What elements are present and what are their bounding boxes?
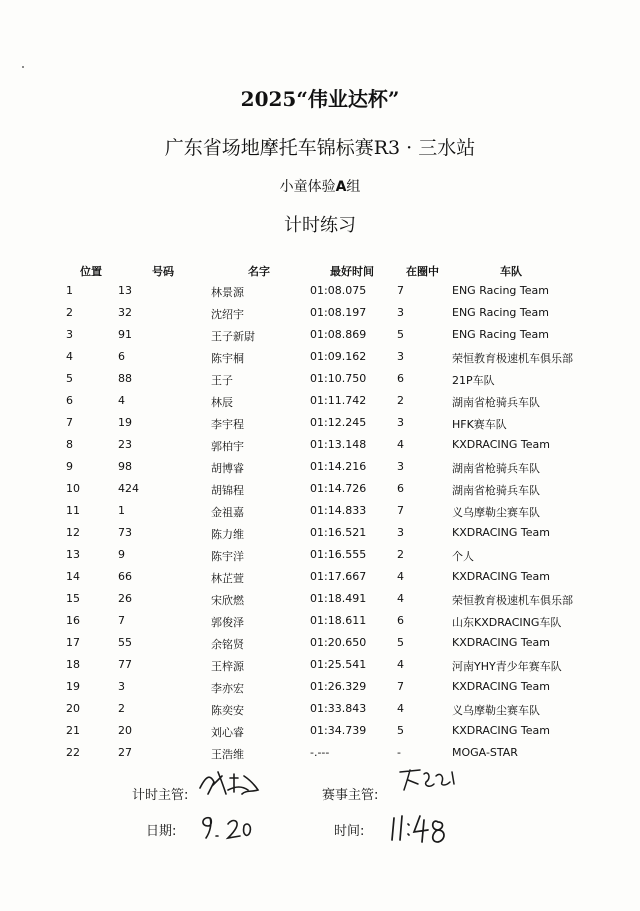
cell-team: KXDRACING Team — [452, 526, 550, 539]
column-header-pos: 位置 — [80, 265, 102, 278]
cell-pos: 8 — [66, 438, 73, 451]
cell-pos: 16 — [66, 614, 80, 627]
cell-in-lap: 3 — [397, 416, 404, 429]
cell-number: 3 — [118, 680, 125, 693]
cell-team: ENG Racing Team — [452, 328, 549, 341]
cell-name: 陈宇桐 — [211, 352, 244, 365]
cell-name: 王子新尉 — [211, 330, 255, 343]
cell-in-lap: 5 — [397, 636, 404, 649]
table-row — [0, 368, 640, 390]
cell-in-lap: 5 — [397, 724, 404, 737]
cell-in-lap: 3 — [397, 306, 404, 319]
cell-name: 胡锦程 — [211, 484, 244, 497]
cell-pos: 11 — [66, 504, 80, 517]
cell-name: 李亦宏 — [211, 682, 244, 695]
event-year-title: 2025“伟业达杯” — [240, 87, 400, 111]
table-row — [0, 632, 640, 654]
cell-team: 个人 — [452, 550, 474, 563]
cell-team: 山东KXDRACING车队 — [452, 616, 562, 629]
cell-best-time: 01:08.869 — [310, 328, 367, 341]
date-label: 日期: — [146, 824, 177, 839]
cell-team: KXDRACING Team — [452, 636, 550, 649]
cell-in-lap: 3 — [397, 350, 404, 363]
cell-team: ENG Racing Team — [452, 284, 549, 297]
cell-name: 刘心睿 — [211, 726, 244, 739]
class-letter: A — [335, 179, 347, 195]
column-header-best-time: 最好时间 — [330, 265, 374, 278]
cell-in-lap: 4 — [397, 702, 404, 715]
cell-pos: 13 — [66, 548, 80, 561]
cell-in-lap: 4 — [397, 570, 404, 583]
cell-number: 77 — [118, 658, 132, 671]
race-director-signature-image — [394, 764, 464, 794]
cell-pos: 22 — [66, 746, 80, 759]
results-table — [0, 280, 640, 764]
cell-in-lap: 7 — [397, 284, 404, 297]
cell-name: 胡博睿 — [211, 462, 244, 475]
cell-name: 金祖嘉 — [211, 506, 244, 519]
table-row — [0, 346, 640, 368]
cell-number: 1 — [118, 504, 125, 517]
cell-best-time: 01:25.541 — [310, 658, 367, 671]
cell-in-lap: 3 — [397, 526, 404, 539]
column-header-team: 车队 — [500, 265, 522, 278]
cell-name: 王浩维 — [211, 748, 244, 761]
cell-best-time: 01:16.521 — [310, 526, 367, 539]
cell-number: 98 — [118, 460, 132, 473]
cell-in-lap: 7 — [397, 504, 404, 517]
cell-number: 32 — [118, 306, 132, 319]
cell-team: HFK赛车队 — [452, 418, 507, 431]
cell-name: 陈力维 — [211, 528, 244, 541]
cell-name: 陈奕安 — [211, 704, 244, 717]
cell-in-lap: 6 — [397, 614, 404, 627]
cell-pos: 5 — [66, 372, 73, 385]
cell-pos: 2 — [66, 306, 73, 319]
time-label: 时间: — [334, 824, 365, 839]
class-suffix: 组 — [346, 179, 361, 195]
table-row — [0, 566, 640, 588]
table-row — [0, 456, 640, 478]
cell-number: 2 — [118, 702, 125, 715]
cell-best-time: 01:08.075 — [310, 284, 367, 297]
cell-pos: 12 — [66, 526, 80, 539]
cell-best-time: 01:17.667 — [310, 570, 367, 583]
cell-name: 沈绍宇 — [211, 308, 244, 321]
cell-team: KXDRACING Team — [452, 724, 550, 737]
table-row — [0, 434, 640, 456]
cell-best-time: 01:09.162 — [310, 350, 367, 363]
cell-best-time: 01:13.148 — [310, 438, 367, 451]
cell-number: 66 — [118, 570, 132, 583]
cell-number: 55 — [118, 636, 132, 649]
cell-name: 林辰 — [211, 396, 233, 409]
table-row — [0, 742, 640, 764]
cell-number: 424 — [118, 482, 139, 495]
date-handwriting-image — [196, 810, 256, 840]
cell-best-time: 01:18.611 — [310, 614, 367, 627]
class-prefix: 小童体验 — [279, 179, 336, 195]
table-row — [0, 522, 640, 544]
cell-in-lap: 4 — [397, 658, 404, 671]
cell-best-time: 01:14.833 — [310, 504, 367, 517]
cell-name: 林景源 — [211, 286, 244, 299]
cell-pos: 17 — [66, 636, 80, 649]
table-row — [0, 588, 640, 610]
race-director-label: 赛事主管: — [322, 788, 379, 803]
column-header-in-lap: 在圈中 — [406, 265, 439, 278]
cell-team: ENG Racing Team — [452, 306, 549, 319]
cell-number: 73 — [118, 526, 132, 539]
session-title: 计时练习 — [284, 215, 356, 236]
cell-name: 王子 — [211, 374, 233, 387]
cell-team: 湖南省枪骑兵车队 — [452, 484, 540, 497]
cell-pos: 15 — [66, 592, 80, 605]
cell-pos: 18 — [66, 658, 80, 671]
table-row — [0, 610, 640, 632]
cell-best-time: 01:18.491 — [310, 592, 367, 605]
cell-pos: 14 — [66, 570, 80, 583]
cell-name: 林芷萱 — [211, 572, 244, 585]
cell-name: 余铭贤 — [211, 638, 244, 651]
cell-best-time: 01:14.216 — [310, 460, 367, 473]
cell-number: 26 — [118, 592, 132, 605]
cell-pos: 20 — [66, 702, 80, 715]
cell-in-lap: 6 — [397, 372, 404, 385]
cell-pos: 9 — [66, 460, 73, 473]
cell-team: KXDRACING Team — [452, 680, 550, 693]
table-row — [0, 698, 640, 720]
column-header-number: 号码 — [152, 265, 174, 278]
cell-in-lap: 4 — [397, 592, 404, 605]
cell-best-time: 01:14.726 — [310, 482, 367, 495]
cell-team: 义乌摩勒尘赛车队 — [452, 506, 540, 519]
scan-speck — [22, 66, 24, 68]
cell-best-time: 01:34.739 — [310, 724, 367, 737]
timing-chief-label: 计时主管: — [132, 788, 189, 803]
cell-number: 20 — [118, 724, 132, 737]
cell-best-time: 01:12.245 — [310, 416, 367, 429]
cell-best-time: -.--- — [310, 746, 330, 759]
table-row — [0, 720, 640, 742]
cell-best-time: 01:33.843 — [310, 702, 367, 715]
cell-team: 21P车队 — [452, 374, 495, 387]
cell-name: 陈宇洋 — [211, 550, 244, 563]
cell-pos: 3 — [66, 328, 73, 341]
table-row — [0, 390, 640, 412]
cell-number: 9 — [118, 548, 125, 561]
cell-team: 荣恒教育极速机车俱乐部 — [452, 352, 573, 365]
cell-team: KXDRACING Team — [452, 438, 550, 451]
table-row — [0, 676, 640, 698]
event-title: 广东省场地摩托车锦标赛R3 · 三水站 — [164, 137, 476, 159]
cell-pos: 10 — [66, 482, 80, 495]
cell-number: 88 — [118, 372, 132, 385]
cell-number: 19 — [118, 416, 132, 429]
cell-number: 7 — [118, 614, 125, 627]
cell-team: MOGA-STAR — [452, 746, 518, 759]
table-row — [0, 302, 640, 324]
cell-in-lap: - — [397, 746, 401, 759]
cell-best-time: 01:26.329 — [310, 680, 367, 693]
cell-team: 河南YHY青少年赛车队 — [452, 660, 562, 673]
cell-pos: 1 — [66, 284, 73, 297]
cell-number: 6 — [118, 350, 125, 363]
table-row — [0, 280, 640, 302]
cell-in-lap: 2 — [397, 548, 404, 561]
table-row — [0, 500, 640, 522]
cell-name: 王梓源 — [211, 660, 244, 673]
cell-team: 湖南省枪骑兵车队 — [452, 396, 540, 409]
cell-best-time: 01:08.197 — [310, 306, 367, 319]
cell-team: 义乌摩勒尘赛车队 — [452, 704, 540, 717]
cell-best-time: 01:10.750 — [310, 372, 367, 385]
cell-name: 宋欣燃 — [211, 594, 244, 607]
table-row — [0, 324, 640, 346]
cell-team: 荣恒教育极速机车俱乐部 — [452, 594, 573, 607]
cell-pos: 21 — [66, 724, 80, 737]
cell-pos: 6 — [66, 394, 73, 407]
cell-best-time: 01:16.555 — [310, 548, 367, 561]
cell-pos: 7 — [66, 416, 73, 429]
table-row — [0, 412, 640, 434]
cell-best-time: 01:20.650 — [310, 636, 367, 649]
cell-number: 23 — [118, 438, 132, 451]
cell-in-lap: 2 — [397, 394, 404, 407]
cell-number: 91 — [118, 328, 132, 341]
cell-in-lap: 6 — [397, 482, 404, 495]
cell-in-lap: 7 — [397, 680, 404, 693]
cell-number: 13 — [118, 284, 132, 297]
cell-team: 湖南省枪骑兵车队 — [452, 462, 540, 475]
cell-name: 李宇程 — [211, 418, 244, 431]
timing-chief-signature-image — [196, 768, 266, 798]
cell-name: 郭柏宇 — [211, 440, 244, 453]
table-row — [0, 654, 640, 676]
cell-pos: 19 — [66, 680, 80, 693]
cell-number: 4 — [118, 394, 125, 407]
table-row — [0, 478, 640, 500]
cell-number: 27 — [118, 746, 132, 759]
class-title — [0, 176, 640, 196]
cell-name: 郭俊泽 — [211, 616, 244, 629]
cell-in-lap: 4 — [397, 438, 404, 451]
time-handwriting-image — [388, 808, 454, 844]
cell-team: KXDRACING Team — [452, 570, 550, 583]
column-header-name: 名字 — [248, 265, 270, 278]
cell-best-time: 01:11.742 — [310, 394, 367, 407]
cell-pos: 4 — [66, 350, 73, 363]
cell-in-lap: 3 — [397, 460, 404, 473]
cell-in-lap: 5 — [397, 328, 404, 341]
table-row — [0, 544, 640, 566]
